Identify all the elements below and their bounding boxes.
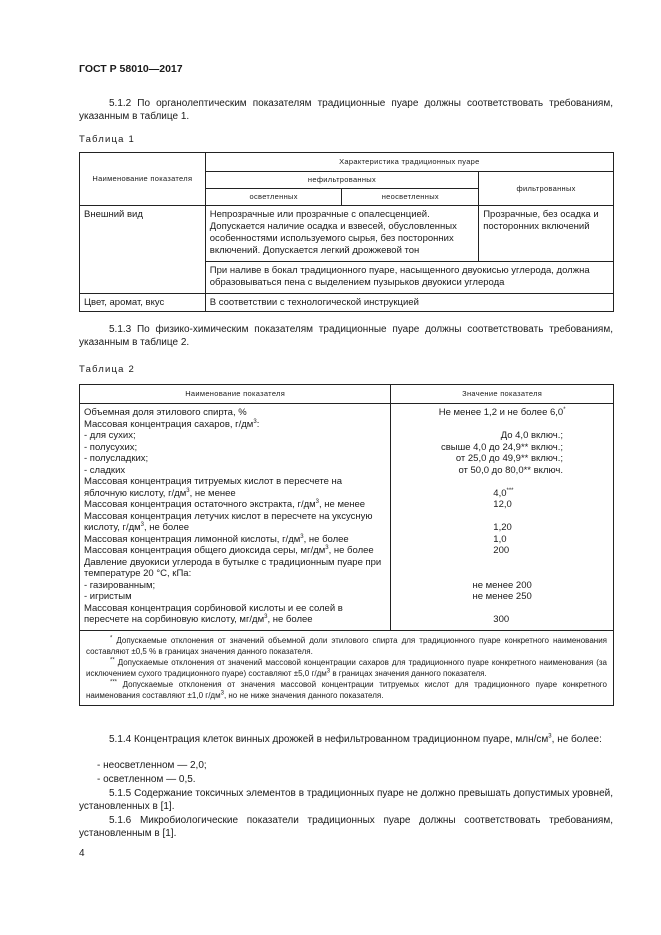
t2-header-name: Наименование показателя <box>80 385 391 404</box>
page-number: 4 <box>79 848 85 859</box>
t1-header-unfiltered: нефильтрованных <box>205 172 478 189</box>
t1-header-filtered: фильтрованных <box>479 172 614 206</box>
bullet-unclarified: - неосветленном — 2,0; <box>97 760 207 771</box>
t1-row-appearance-filtered: Прозрачные, без осадка и посторонних включений <box>479 206 614 262</box>
t2-spark-name: - игристым <box>84 591 132 602</box>
bullet-clarified: - осветленном — 0,5. <box>97 774 196 785</box>
t1-header-clarified: осветленных <box>205 189 342 206</box>
t2-semisweet-name: - полусладких; <box>84 453 149 464</box>
table1-caption: Таблица 1 <box>79 134 135 145</box>
table2-caption: Таблица 2 <box>79 364 135 375</box>
t2-dry-name: - для сухих; <box>84 430 136 441</box>
t2-footnotes <box>80 630 614 705</box>
t2-volatile-name: Массовая концентрация летучих кислот в пересчете на уксусную кислоту, $г/дм^3$, не более <box>84 510 373 533</box>
t2-citric-value: 1,0 <box>493 533 507 545</box>
t2-names-column <box>80 404 391 631</box>
t2-volatile-value: 1,20 <box>493 522 512 533</box>
t2-semisweet-value: от 25,0 до 49,9** включ.; <box>455 453 563 464</box>
t2-so2-value: 200 <box>493 545 510 556</box>
document-id: ГОСТ Р 58010—2017 <box>79 63 183 75</box>
t1-row-appearance-pour: При наливе в бокал традиционного пуаре, насыщенного двуокисью углерода, должна образовываться пена с выделением пузырьков двуокиси углерода <box>205 262 613 294</box>
t2-values-column <box>391 404 614 631</box>
t2-alcohol-name: Объемная доля этилового спирта, % <box>84 407 247 418</box>
t2-gas-name: - газированным; <box>84 579 156 591</box>
table-2 <box>79 384 614 706</box>
table-1 <box>79 152 614 312</box>
t2-acid-name: Массовая концентрация титруемых кислот в пересчете на яблочную кислоту, $г/дм^3$, не менее <box>84 476 343 499</box>
t2-sorbic-value: 300 <box>493 614 510 625</box>
t2-dry-value: До 4,0 включ.; <box>500 430 563 441</box>
t2-extract-name: Массовая концентрация остаточного экстракта, $г/дм^3$, не менее <box>84 498 366 510</box>
paragraph-5-1-4: 5.1.4 Концентрация клеток винных дрожжей в нефильтрованном традиционном пуаре, млн/$см^3$, не более: <box>109 733 602 745</box>
t1-header-name: Наименование показателя <box>80 153 206 206</box>
t2-sorbic-name: Массовая концентрация сорбиновой кислоты и ее солей в пересчете на сорбиновую кислоту, $мг/дм^3$, не более <box>84 602 343 625</box>
t2-header-value: Значение показателя <box>391 385 614 404</box>
t2-pressure-name: Давление двуокиси углерода в бутылке с традиционным пуаре при температуре 20 °С, кПа: <box>84 556 382 579</box>
t2-semidry-name: - полусухих; <box>84 441 138 453</box>
t1-header-unclarified: неосветленных <box>342 189 479 206</box>
paragraph-5-1-3: 5.1.3 По физико-химическим показателям традиционные пуаре должны соответствовать требованиям, указанным в таблице 2. <box>79 324 613 348</box>
t2-gas-value: не менее 200 <box>472 579 532 591</box>
t1-row-color-value: В соответствии с технологической инструкцией <box>205 294 613 312</box>
t2-footnote-1: * Допускаемые отклонения от значений объемной доли этилового спирта для традиционного пуаре конкретного наименования составляют ±0,5 % в границах значения данного показателя. <box>86 634 607 656</box>
t2-citric-name: Массовая концентрация лимонной кислоты, $г/дм^3$, не более <box>84 533 349 545</box>
t1-row-appearance-name: Внешний вид <box>80 206 206 294</box>
t1-row-appearance-unfiltered: Непрозрачные или прозрачные с опалесценцией. Допускается наличие осадка и взвесей, обусловленных особенностями используемого сырья, без посторонних включений. Допускается легкий дрожжевой тон <box>205 206 478 262</box>
t2-so2-name: Массовая концентрация общего диоксида серы, $мг/дм^3$, не более <box>84 544 374 556</box>
t2-sweet-name: - сладких <box>84 464 126 476</box>
t2-sugar-name: Массовая концентрация сахаров, $г/дм^3$: <box>84 418 260 430</box>
t2-extract-value: 12,0 <box>493 499 512 510</box>
t2-spark-value: не менее 250 <box>472 591 532 602</box>
t2-footnote-2: ** Допускаемые отклонения от значений массовой концентрации сахаров для традиционного пуаре конкретного наименования (за исключением сухого традиционного пуаре) составляют ±5,0 $г/дм^3$ в границах значения данного показателя. <box>86 656 607 678</box>
t1-header-characteristic: Характеристика традиционных пуаре <box>205 153 613 172</box>
t2-footnote-3: *** Допускаемые отклонения от значения массовой концентрации титруемых кислот для традиционного пуаре конкретного наименования составляют ±1,0 $г/дм^3$, но не ниже значения данного показателя. <box>86 678 607 700</box>
t1-row-color-name: Цвет, аромат, вкус <box>80 294 206 312</box>
paragraph-5-1-2: 5.1.2 По органолептическим показателям традиционные пуаре должны соответствовать требованиям, указанным в таблице 1. <box>79 98 613 122</box>
t2-semidry-value: свыше 4,0 до 24,9** включ.; <box>440 441 563 453</box>
t2-alcohol-value: Не менее 1,2 и не более 6,0* <box>438 406 566 418</box>
t2-acid-value: 4,0*** <box>493 487 514 499</box>
paragraph-5-1-6: 5.1.6 Микробиологические показатели традиционных пуаре должны соответствовать требованиям, установленным в [1]. <box>79 815 613 839</box>
paragraph-5-1-5: 5.1.5 Содержание токсичных элементов в традиционных пуаре не должно превышать допустимых уровней, установленных в [1]. <box>79 788 613 812</box>
t2-sweet-value: от 50,0 до 80,0** включ. <box>458 464 563 476</box>
